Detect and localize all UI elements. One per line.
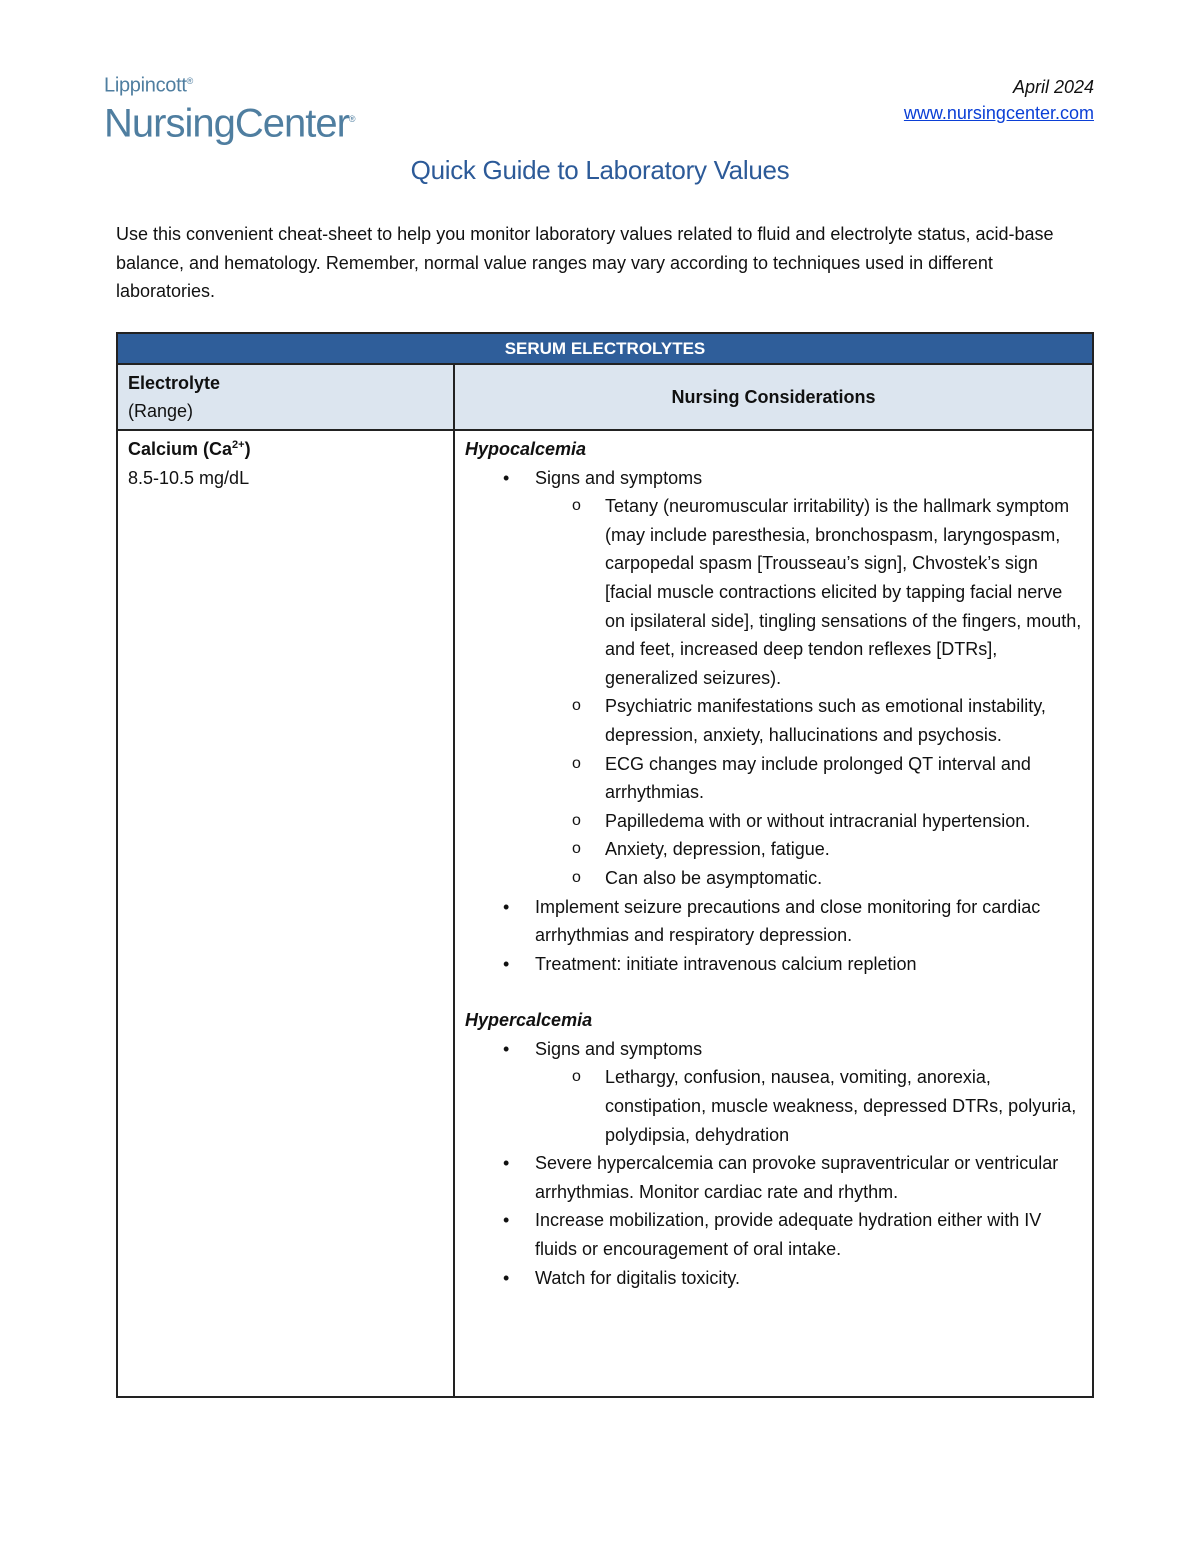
- list-item: o Lethargy, confusion, nausea, vomiting, anorexia, constipation, muscle weakness, depressed DTRs, polyuria, polydipsia, dehydration: [605, 1063, 1082, 1149]
- hypocalcemia-title: Hypocalcemia: [465, 439, 587, 459]
- list-item: o ECG changes may include prolonged QT interval and arrhythmias.: [605, 750, 1082, 807]
- hypercalcemia-list: [465, 1035, 1082, 1292]
- header-info: [904, 74, 1094, 126]
- column-header-electrolyte-label: Electrolyte: [128, 373, 221, 393]
- list-item: • Signs and symptoms o Tetany (neuromuscular irritability) is the hallmark symptom (may include paresthesia, bronchospasm, laryngospasm, carpopedal spasm [Trousseau’s sign], Chvostek’s sign [facial muscle contractions elicited by tapping facial nerve on ipsilateral side], tingling sensations of the fingers, mouth, and feet, increased deep tendon reflexes [DTRs], generalized seizures). o Psychiatric manifestations such as emotional instability, depression, anxiety, hallucinations and psychosis. o ECG changes may include prolonged QT interval and arrhythmias. o Papilledema with or without intracranial hypertension. o Anxiety, depression, fatigue. o Can also be asymptomatic.: [535, 464, 1082, 893]
- table-row: [117, 430, 1093, 1397]
- column-header-range-label: (Range): [128, 401, 194, 421]
- hypercalcemia-title: Hypercalcemia: [465, 1010, 593, 1031]
- list-item: • Increase mobilization, provide adequate hydration either with IV fluids or encouragement of oral intake.: [535, 1206, 1082, 1263]
- electrolyte-cell: [117, 430, 454, 1397]
- column-header-nursing-considerations: Nursing Considerations: [454, 364, 1093, 430]
- nursing-considerations-cell: [454, 430, 1093, 1397]
- list-item: • Treatment: initiate intravenous calcium repletion: [535, 950, 1082, 979]
- list-item: o Can also be asymptomatic.: [605, 864, 1082, 893]
- hypocalcemia-list: [465, 464, 1082, 979]
- list-item: o Psychiatric manifestations such as emotional instability, depression, anxiety, hallucinations and psychosis.: [605, 692, 1082, 749]
- publish-date: April 2024: [1012, 77, 1094, 97]
- serum-electrolytes-table: [116, 332, 1094, 1398]
- list-item: • Signs and symptoms o Lethargy, confusion, nausea, vomiting, anorexia, constipation, muscle weakness, depressed DTRs, polyuria, polydipsia, dehydration: [535, 1035, 1082, 1149]
- intro-paragraph: Use this convenient cheat-sheet to help you monitor laboratory values related to fluid and electrolyte status, acid-base balance, and hematology. Remember, normal value ranges may vary according to techniques used in different laboratories.: [116, 224, 1054, 301]
- section-header: SERUM ELECTROLYTES: [117, 333, 1093, 364]
- list-item: o Papilledema with or without intracranial hypertension.: [605, 807, 1082, 836]
- list-item: o Anxiety, depression, fatigue.: [605, 835, 1082, 864]
- logo-brand-main: NursingCenter®: [104, 100, 355, 145]
- hypocalcemia-signs-list: [535, 492, 1082, 892]
- list-item: o Tetany (neuromuscular irritability) is the hallmark symptom (may include paresthesia, bronchospasm, laryngospasm, carpopedal spasm [Trousseau’s sign], Chvostek’s sign [facial muscle contractions elicited by tapping facial nerve on ipsilateral side], tingling sensations of the fingers, mouth, and feet, increased deep tendon reflexes [DTRs], generalized seizures).: [605, 492, 1082, 692]
- nursingcenter-logo: [104, 70, 355, 145]
- hypercalcemia-signs-list: [535, 1063, 1082, 1149]
- electrolyte-range: 8.5-10.5 mg/dL: [128, 468, 250, 488]
- list-item: • Severe hypercalcemia can provoke supraventricular or ventricular arrhythmias. Monitor cardiac rate and rhythm.: [535, 1149, 1082, 1206]
- list-item: • Implement seizure precautions and close monitoring for cardiac arrhythmias and respiratory depression.: [535, 893, 1082, 950]
- website-link[interactable]: www.nursingcenter.com: [903, 103, 1094, 123]
- list-item: • Watch for digitalis toxicity.: [535, 1264, 1082, 1293]
- logo-brand-top: Lippincott®: [104, 74, 193, 97]
- electrolyte-name: Calcium $(Ca^{2+})$: [128, 439, 251, 459]
- column-header-electrolyte: [117, 364, 454, 430]
- page-title: Quick Guide to Laboratory Values: [410, 155, 790, 185]
